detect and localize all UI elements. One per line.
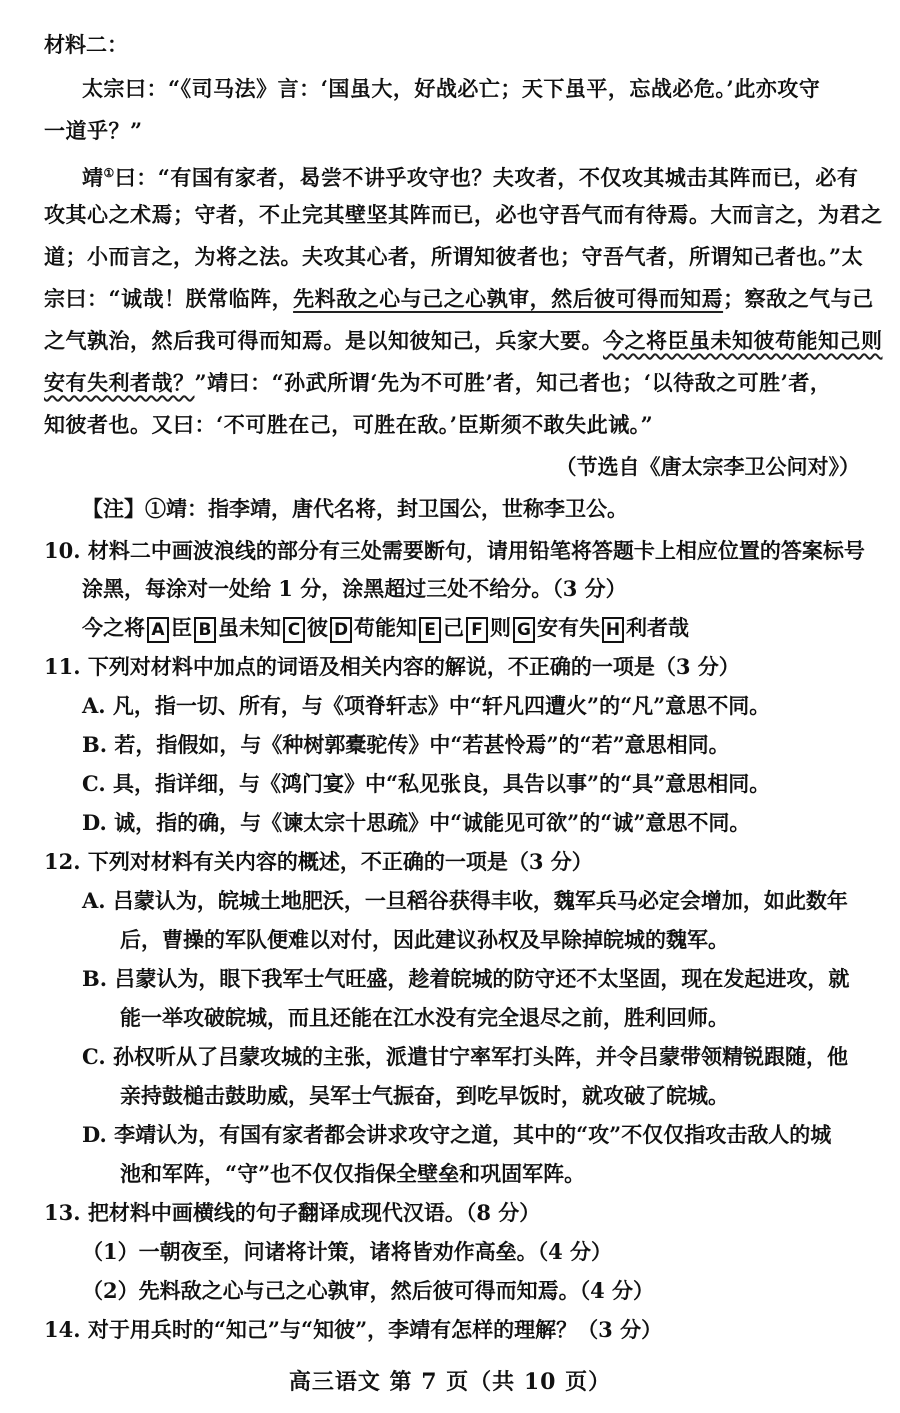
wavy-underlined-text: 安有失利者哉？ bbox=[44, 370, 195, 395]
passage-text: ”靖曰：“孙武所谓‘先为不可胜’者，知己者也；‘以待敌之可胜’者， bbox=[194, 370, 832, 395]
segment-text: 己 bbox=[443, 615, 464, 640]
passage-line bbox=[44, 368, 900, 398]
segment-text: 苟能知 bbox=[354, 615, 417, 640]
passage-line: 攻其心之术焉；守者，不止完其壁坚其阵而已，必也守吾气而有待焉。大而言之，为君之 bbox=[44, 202, 883, 227]
option-c-cont: 亲持鼓槌击鼓助威，吴军士气振奋，到吃早饭时，就攻破了皖城。 bbox=[120, 1083, 729, 1108]
segment-text: 臣 bbox=[171, 615, 192, 640]
option-d[interactable]: D. 诚，指的确，与《谏太宗十思疏》中“诚能见可欲”的“诚”意思不同。 bbox=[82, 810, 751, 835]
question-10-stem-cont: 涂黑，每涂对一处给 1 分，涂黑超过三处不给分。（3 分） bbox=[82, 576, 627, 601]
option-a[interactable]: A. 吕蒙认为，皖城土地肥沃，一旦稻谷获得丰收，魏军兵马必定会增加，如此数年 bbox=[82, 888, 848, 913]
segment-text: 利者哉 bbox=[626, 615, 689, 640]
option-a[interactable]: A. 凡，指一切、所有，与《项脊轩志》中“轩凡四遭火”的“凡”意思不同。 bbox=[82, 693, 771, 718]
passage-line: 一道乎？” bbox=[44, 118, 143, 143]
wavy-underlined-text: 今之将臣虽未知彼苟能知己则 bbox=[603, 328, 883, 353]
passage-text: 之气孰治，然后我可得而知焉。是以知彼知己，兵家大要。 bbox=[44, 328, 603, 353]
segment-text: 今之将 bbox=[82, 615, 145, 640]
question-10-segments bbox=[82, 613, 900, 643]
passage-text: ；察敌之气与己 bbox=[723, 286, 874, 311]
answer-box-a[interactable]: A bbox=[147, 617, 169, 643]
segment-text: 则 bbox=[490, 615, 511, 640]
annotation-note: 【注】①靖：指李靖，唐代名将，封卫国公，世称李卫公。 bbox=[82, 496, 628, 521]
answer-box-d[interactable]: D bbox=[330, 617, 352, 643]
option-c[interactable]: C. 具，指详细，与《鸿门宴》中“私见张良，具告以事”的“具”意思相同。 bbox=[82, 771, 771, 796]
answer-box-b[interactable]: B bbox=[194, 617, 216, 643]
material-heading: 材料二： bbox=[44, 32, 128, 57]
option-a-cont: 后，曹操的军队便难以对付，因此建议孙权及早除掉皖城的魏军。 bbox=[120, 927, 729, 952]
question-11-stem: 11. 下列对材料中加点的词语及相关内容的解说，不正确的一项是（3 分） bbox=[44, 654, 740, 679]
option-b[interactable]: B. 吕蒙认为，眼下我军士气旺盛，趁着皖城的防守还不太坚固，现在发起进攻，就 bbox=[82, 966, 850, 991]
option-b[interactable]: B. 若，指假如，与《种树郭橐驼传》中“若甚怜焉”的“若”意思相同。 bbox=[82, 732, 730, 757]
page-footer: 高三语文 第 7 页（共 10 页） bbox=[288, 1369, 612, 1395]
segment-text: 虽未知 bbox=[218, 615, 281, 640]
passage-line: 太宗曰：“《司马法》言：‘国虽大，好战必亡；天下虽平，忘战必危。’此亦攻守 bbox=[82, 76, 821, 101]
question-12-stem: 12. 下列对材料有关内容的概述，不正确的一项是（3 分） bbox=[44, 849, 593, 874]
footnote-marker: ① bbox=[103, 166, 115, 180]
passage-text: 靖 bbox=[82, 165, 104, 190]
passage-line bbox=[82, 158, 900, 188]
passage-line: 道；小而言之，为将之法。夫攻其心者，所谓知彼者也；守吾气者，所谓知己者也。”太 bbox=[44, 244, 864, 269]
answer-box-e[interactable]: E bbox=[419, 617, 441, 643]
question-13-item-1: （1）一朝夜至，问诸将计策，诸将皆劝作高垒。（4 分） bbox=[82, 1239, 613, 1264]
segment-text: 安有失 bbox=[537, 615, 600, 640]
source-citation: （节选自《唐太宗李卫公问对》） bbox=[555, 454, 860, 479]
passage-text: 宗曰：“诚哉！朕常临阵， bbox=[44, 286, 294, 311]
answer-box-h[interactable]: H bbox=[602, 617, 624, 643]
question-13-item-2: （2）先料敌之心与己之心孰审，然后彼可得而知焉。（4 分） bbox=[82, 1278, 655, 1303]
underlined-sentence: 先料敌之心与己之心孰审，然后彼可得而知焉 bbox=[293, 286, 724, 311]
question-10-stem: 10. 材料二中画波浪线的部分有三处需要断句，请用铅笔将答题卡上相应位置的答案标号 bbox=[44, 538, 865, 563]
option-d-cont: 池和军阵，“守”也不仅仅指保全壁垒和巩固军阵。 bbox=[120, 1161, 586, 1186]
option-c[interactable]: C. 孙权听从了吕蒙攻城的主张，派遣甘宁率军打头阵，并令吕蒙带领精锐跟随，他 bbox=[82, 1044, 848, 1069]
question-14-stem: 14. 对于用兵时的“知己”与“知彼”，李靖有怎样的理解？（3 分） bbox=[44, 1317, 663, 1342]
answer-box-f[interactable]: F bbox=[466, 617, 488, 643]
option-d[interactable]: D. 李靖认为，有国有家者都会讲求攻守之道，其中的“攻”不仅仅指攻击敌人的城 bbox=[82, 1122, 832, 1147]
segment-text: 彼 bbox=[307, 615, 328, 640]
answer-box-c[interactable]: C bbox=[283, 617, 305, 643]
passage-line bbox=[44, 284, 900, 314]
question-13-stem: 13. 把材料中画横线的句子翻译成现代汉语。（8 分） bbox=[44, 1200, 541, 1225]
passage-line bbox=[44, 326, 900, 356]
passage-text: 曰：“有国有家者，曷尝不讲乎攻守也？夫攻者，不仅攻其城击其阵而已，必有 bbox=[114, 165, 859, 190]
passage-line: 知彼者也。又曰：‘不可胜在己，可胜在敌。’臣斯须不敢失此诫。” bbox=[44, 412, 654, 437]
option-b-cont: 能一举攻破皖城，而且还能在江水没有完全退尽之前，胜利回师。 bbox=[120, 1005, 729, 1030]
answer-box-g[interactable]: G bbox=[513, 617, 535, 643]
